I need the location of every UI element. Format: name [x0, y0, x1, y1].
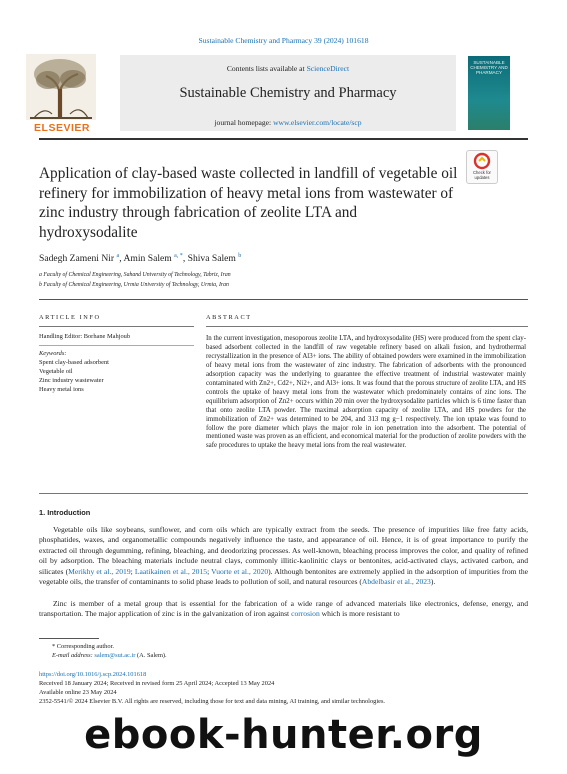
author-name[interactable]: Shiva Salem — [187, 253, 236, 265]
author-affiliation-mark[interactable]: b — [238, 253, 242, 259]
author-name[interactable]: Amin Salem — [123, 253, 172, 265]
sciencedirect-link[interactable]: ScienceDirect — [306, 64, 350, 73]
email-label: E-mail address: — [52, 652, 95, 659]
homepage-prefix: journal homepage: — [214, 118, 274, 127]
abstract-heading: ABSTRACT — [206, 314, 252, 321]
journal-homepage-link[interactable]: www.elsevier.com/locate/scp — [273, 118, 362, 127]
copyright-line: 2352-5541/© 2024 Elsevier B.V. All rights are reserved, including those for text and data mining, AI training, and similar technologies. — [39, 698, 386, 705]
email-link[interactable]: salem@sut.ac.ir — [94, 652, 136, 659]
intro-paragraph-1 — [39, 525, 528, 587]
article-info-rule — [39, 326, 194, 327]
paragraph-text: ). — [430, 577, 436, 587]
author-name[interactable]: Sadegh Zameni Nir — [39, 253, 115, 265]
affiliation-rule — [39, 299, 528, 300]
abstract-rule — [206, 326, 528, 327]
author-list: Sadegh Zameni Nir $^a$, Amin Salem $^{a, *}$, Shiva Salem $^b$ — [39, 253, 242, 265]
author-affiliation-mark[interactable]: a, * — [174, 253, 183, 259]
elsevier-wordmark: ELSEVIER — [34, 122, 90, 134]
journal-cover-title: SUSTAINABLE CHEMISTRY AND PHARMACY — [470, 60, 508, 75]
citation-link[interactable]: Merikhy et al., 2019 — [68, 566, 131, 576]
editor-rule — [39, 345, 194, 346]
affiliation-b: b Faculty of Chemical Engineering, Urmia University of Technology, Urmia, Iran — [39, 282, 229, 288]
journal-name: Sustainable Chemistry and Pharmacy — [179, 85, 397, 101]
affiliation-a: a Faculty of Chemical Engineering, Sahand University of Technology, Tabriz, Iran — [39, 272, 231, 278]
available-online: Available online 23 May 2024 — [39, 689, 117, 696]
corrosion-link[interactable]: corrosion — [291, 609, 320, 619]
intro-paragraph-2 — [39, 599, 528, 620]
keyword-item: Vegetable oil — [39, 368, 73, 375]
elsevier-tree-logo — [26, 54, 96, 132]
keyword-item: Zinc industry wastewater — [39, 377, 104, 384]
header-rule — [39, 138, 528, 140]
citation-link[interactable]: Laatikainen et al., 2015 — [134, 566, 208, 576]
abstract-bottom-rule — [39, 493, 528, 494]
journal-homepage-line — [120, 118, 456, 127]
corresponding-author-note: * Corresponding author. — [52, 643, 114, 650]
contents-line — [120, 64, 456, 73]
article-info-heading: ARTICLE INFO — [39, 314, 101, 321]
handling-editor: Handling Editor: Borhane Mahjoub — [39, 333, 131, 340]
received-dates: Received 18 January 2024; Received in revised form 25 April 2024; Accepted 13 May 2024 — [39, 680, 275, 687]
citation-link[interactable]: Vuorte et al., 2020 — [211, 566, 269, 576]
check-for-updates-icon — [467, 151, 497, 171]
journal-reference-link[interactable]: Sustainable Chemistry and Pharmacy 39 (2024) 101618 — [198, 36, 369, 45]
check-for-updates-label: Check for updates — [473, 170, 491, 180]
watermark-text: ebook-hunter.org — [84, 712, 483, 758]
section-heading-introduction: 1. Introduction — [39, 508, 91, 517]
citation-link[interactable]: Abdelbasir et al., 2023 — [361, 577, 431, 587]
citation-separator: ; — [130, 566, 135, 576]
email-line — [52, 652, 167, 661]
keyword-item: Heavy metal ions — [39, 386, 84, 393]
keyword-item: Spent clay-based adsorbent — [39, 359, 109, 366]
citation-separator: ; — [207, 566, 212, 576]
author-affiliation-mark[interactable]: a — [116, 253, 120, 259]
keywords-label: Keywords: — [39, 350, 67, 357]
email-suffix: (A. Salem). — [135, 652, 167, 659]
abstract-text: In the current investigation, mesoporous zeolite LTA, and hydroxysodalite (HS) were produced from the spent clay-based adsorbent collected in the landfill of raw vegetable refinery based on alkali fusion, and hydrothermal recrystallization in the presence of Al3+ ions. The ability of obtained powders were examined in the immobilization of heavy metal ions from the wastewater of zinc industry. The fabrication of adsorbents with the pronounced adsorption capacity was the underlying to guarantee the effective treatment of industrial wastewater mainly contaminated with Zn2+, Cd2+, Ni2+, and Al3+ ions. It was found that the porous structure of zeolite LTA, and HS controls the uptake of heavy metal ions from the wastewater which predominately contains of zinc ions. The equilibrium adsorption of Zn2+ occurs within 20 min over the hydroxysodalite particles which is 6 time faster than that onto zeolite LTA powder. The maximal adsorption capacity of zeolite LTA, and HS powders for the immobilization of Zn2+ was determined to be 204, and 313 mg g−1 respectively. The ion uptake was found to follow the pore diameter which plays the major role in ion penetration into the adsorbent. The potential of mentioned waste was proven as an efficient, and economical material for the production of zeolite powders with the safe procedures to uptake the heavy metal ions from the real wastewater. — [206, 335, 526, 450]
paragraph-text: which is more resistant to — [319, 609, 400, 619]
paragraph-text: Zinc is member of a metal group that is essential for the fabrication of a wide range of advanced materials like electronics, defense, energy, and transportation. The major application of zinc is in the galvanization of iron against — [39, 599, 528, 619]
paragraph-text: Vegetable oils like soybeans, sunflower, and corn oils which are typically extract from the seeds. The presence of impurities like free fatty acids, phosphatides, waxes, and organometallic compounds negatively influence the taste, and appearance of oil. Hence, it is of great importance to purify the extracted oil through degumming, refining, bleaching, and deodorizing processes. As well-known, bleaching process improves the color, and quality of refined oil by adsorption. The bleaching materials include neutral clays, commonly illitic-kaolinitic clays or bentonites, acid-activated clays, activated carbon, and silicates ( — [39, 525, 528, 576]
doi-link[interactable]: https://doi.org/10.1016/j.scp.2024.101618 — [39, 671, 147, 678]
contents-prefix: Contents lists available at — [226, 64, 307, 73]
paragraph-text: ). Although bentonites are extremely applied in the adsorption of impurities from the vegetable oils, the transfer of contaminants to solid phase leads to pollution of soil, and natural resources ( — [39, 566, 529, 587]
footnote-rule — [39, 638, 99, 639]
article-title: Application of clay-based waste collected in landfill of vegetable oil refinery for immobilization of heavy metal ions from wastewater of zinc industry through fabrication of zeolite LTA and hydroxysodalite — [39, 165, 458, 242]
